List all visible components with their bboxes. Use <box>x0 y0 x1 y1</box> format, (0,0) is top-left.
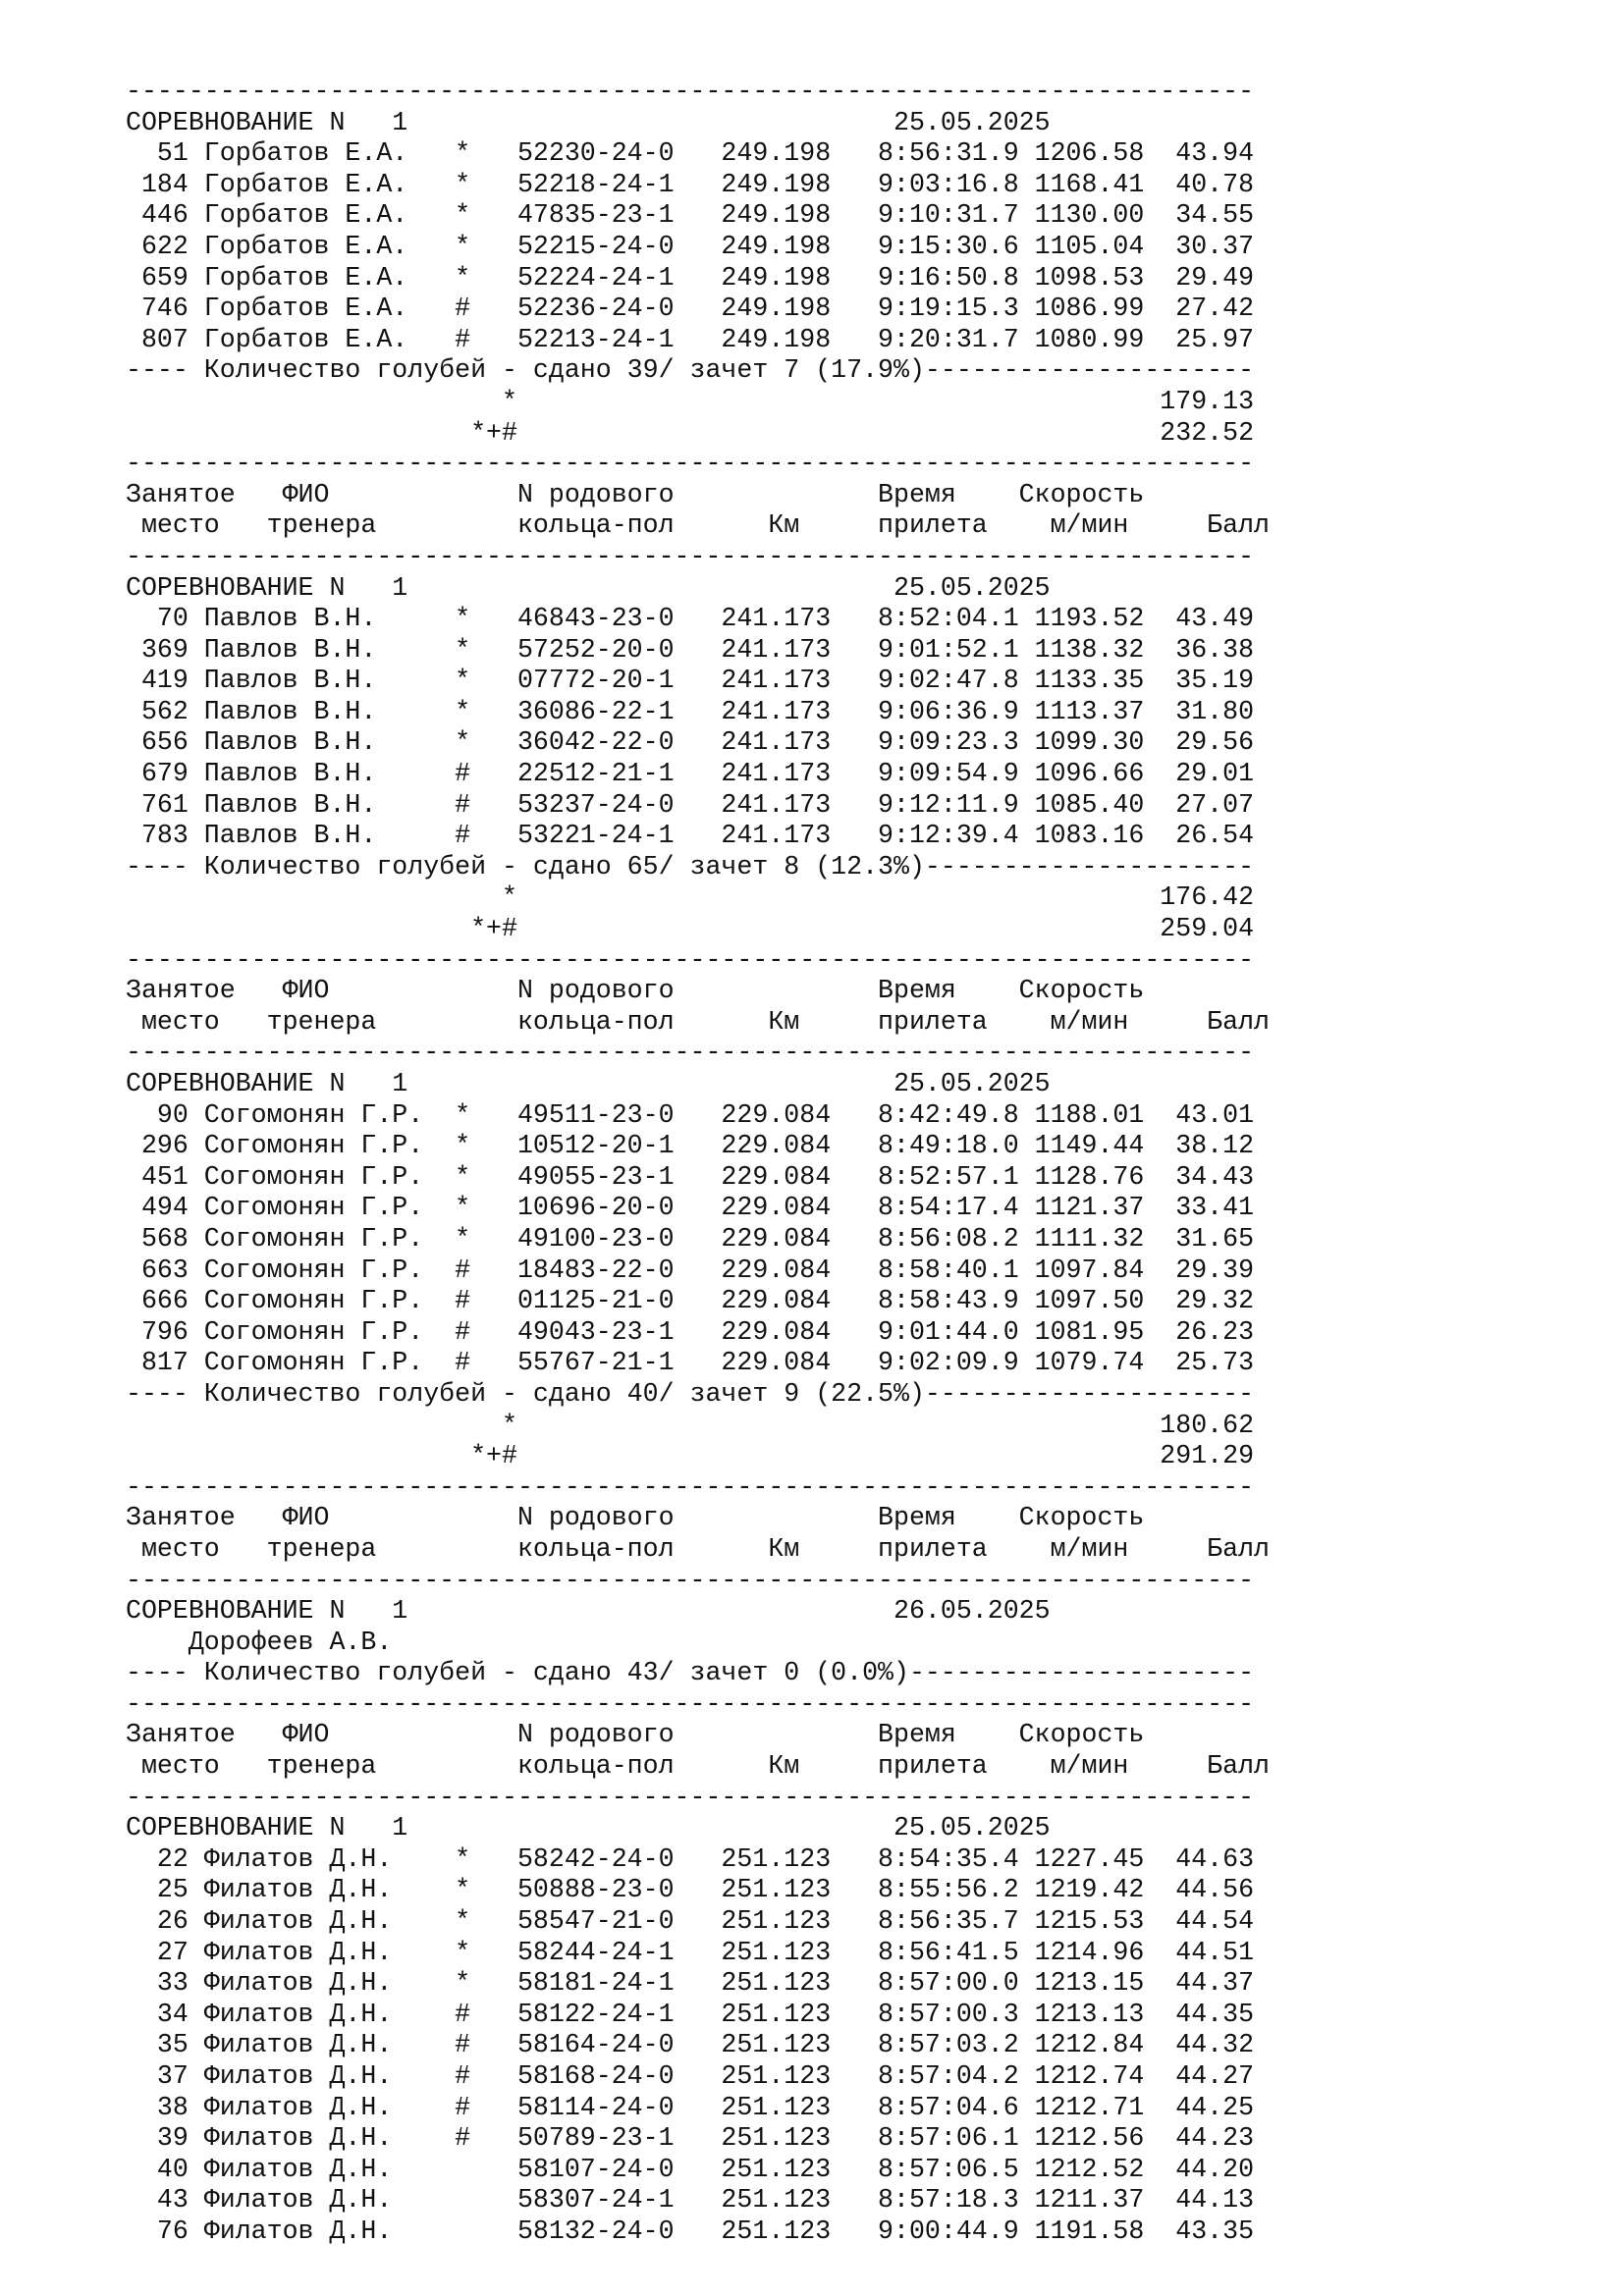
total-line: *+# 291.29 <box>126 1441 1255 1471</box>
result-row: 568 Согомонян Г.Р. * 49100-23-0 229.084 8:56:08.2 1111.32 31.65 <box>126 1223 1255 1254</box>
results-report <box>126 77 1270 2248</box>
result-row: 446 Горбатов Е.А. * 47835-23-1 249.198 9:10:31.7 1130.00 34.55 <box>126 200 1255 231</box>
column-header-line: место тренера кольца-пол Км прилета м/мин Балл <box>126 510 1270 541</box>
result-row: 666 Согомонян Г.Р. # 01125-21-0 229.084 8:58:43.9 1097.50 29.32 <box>126 1286 1255 1316</box>
column-header-line: Занятое ФИО N родового Время Скорость <box>126 479 1145 509</box>
result-row: 51 Горбатов Е.А. * 52230-24-0 249.198 8:56:31.9 1206.58 43.94 <box>126 138 1255 169</box>
result-row: 40 Филатов Д.Н. 58107-24-0 251.123 8:57:06.5 1212.52 44.20 <box>126 2154 1255 2184</box>
result-row: 796 Согомонян Г.Р. # 49043-23-1 229.084 9:01:44.0 1081.95 26.23 <box>126 1316 1255 1347</box>
summary-line: ---- Количество голубей - сдано 39/ зачет 7 (17.9%)--------------------- <box>126 355 1255 386</box>
column-header-line: Занятое ФИО N родового Время Скорость <box>126 1720 1145 1750</box>
competition-line: СОРЕВНОВАНИЕ N 1 26.05.2025 <box>126 1596 1051 1627</box>
result-row: 659 Горбатов Е.А. * 52224-24-1 249.198 9:16:50.8 1098.53 29.49 <box>126 262 1255 293</box>
result-row: 43 Филатов Д.Н. 58307-24-1 251.123 8:57:18.3 1211.37 44.13 <box>126 2185 1255 2216</box>
total-line: * 179.13 <box>126 386 1255 416</box>
result-row: 562 Павлов В.Н. * 36086-22-1 241.173 9:06:36.9 1113.37 31.80 <box>126 696 1255 726</box>
column-header-line: место тренера кольца-пол Км прилета м/мин Балл <box>126 1006 1270 1037</box>
result-row: 184 Горбатов Е.А. * 52218-24-1 249.198 9:03:16.8 1168.41 40.78 <box>126 169 1255 199</box>
result-row: 656 Павлов В.Н. * 36042-22-0 241.173 9:09:23.3 1099.30 29.56 <box>126 727 1255 758</box>
separator-line: ------------------------------------------------------------------------ <box>126 1471 1255 1502</box>
summary-line: ---- Количество голубей - сдано 40/ зачет 9 (22.5%)--------------------- <box>126 1378 1255 1409</box>
result-row: 39 Филатов Д.Н. # 50789-23-1 251.123 8:57:06.1 1212.56 44.23 <box>126 2123 1255 2154</box>
competition-line: СОРЕВНОВАНИЕ N 1 25.05.2025 <box>126 1069 1051 1098</box>
result-row: 25 Филатов Д.Н. * 50888-23-0 251.123 8:55:56.2 1219.42 44.56 <box>126 1875 1255 1905</box>
result-row: 451 Согомонян Г.Р. * 49055-23-1 229.084 8:52:57.1 1128.76 34.43 <box>126 1161 1255 1192</box>
result-row: 34 Филатов Д.Н. # 58122-24-1 251.123 8:57:00.3 1213.13 44.35 <box>126 1999 1255 2029</box>
result-row: 679 Павлов В.Н. # 22512-21-1 241.173 9:09:54.9 1096.66 29.01 <box>126 759 1255 789</box>
result-row: 35 Филатов Д.Н. # 58164-24-0 251.123 8:57:03.2 1212.84 44.32 <box>126 2030 1255 2060</box>
separator-line: ------------------------------------------------------------------------ <box>126 944 1255 975</box>
result-row: 296 Согомонян Г.Р. * 10512-20-1 229.084 8:49:18.0 1149.44 38.12 <box>126 1131 1255 1161</box>
column-header-line: Занятое ФИО N родового Время Скорость <box>126 976 1145 1006</box>
column-header-line: место тренера кольца-пол Км прилета м/мин Балл <box>126 1533 1270 1564</box>
result-row: 37 Филатов Д.Н. # 58168-24-0 251.123 8:57:04.2 1212.74 44.27 <box>126 2061 1255 2091</box>
result-row: 746 Горбатов Е.А. # 52236-24-0 249.198 9:19:15.3 1086.99 27.42 <box>126 294 1255 324</box>
separator-line: ------------------------------------------------------------------------ <box>126 449 1255 479</box>
result-row: 26 Филатов Д.Н. * 58547-21-0 251.123 8:56:35.7 1215.53 44.54 <box>126 1906 1255 1937</box>
result-row: 76 Филатов Д.Н. 58132-24-0 251.123 9:00:44.9 1191.58 43.35 <box>126 2216 1255 2246</box>
result-row: 761 Павлов В.Н. # 53237-24-0 241.173 9:12:11.9 1085.40 27.07 <box>126 789 1255 820</box>
separator-line: ------------------------------------------------------------------------ <box>126 1688 1255 1719</box>
result-row: 27 Филатов Д.Н. * 58244-24-1 251.123 8:56:41.5 1214.96 44.51 <box>126 1937 1255 1967</box>
result-row: 90 Согомонян Г.Р. * 49511-23-0 229.084 8:42:49.8 1188.01 43.01 <box>126 1099 1255 1130</box>
result-row: 369 Павлов В.Н. * 57252-20-0 241.173 9:01:52.1 1138.32 36.38 <box>126 634 1255 665</box>
summary-line: ---- Количество голубей - сдано 43/ зачет 0 (0.0%)---------------------- <box>126 1658 1255 1688</box>
result-row: 663 Согомонян Г.Р. # 18483-22-0 229.084 8:58:40.1 1097.84 29.39 <box>126 1255 1255 1285</box>
competition-line: СОРЕВНОВАНИЕ N 1 25.05.2025 <box>126 107 1051 137</box>
result-row: 622 Горбатов Е.А. * 52215-24-0 249.198 9:15:30.6 1105.04 30.37 <box>126 231 1255 261</box>
result-row: 38 Филатов Д.Н. # 58114-24-0 251.123 8:57:04.6 1212.71 44.25 <box>126 2092 1255 2122</box>
total-line: *+# 259.04 <box>126 914 1255 944</box>
result-row: 419 Павлов В.Н. * 07772-20-1 241.173 9:02:47.8 1133.35 35.19 <box>126 666 1255 696</box>
result-row: 807 Горбатов Е.А. # 52213-24-1 249.198 9:20:31.7 1080.99 25.97 <box>126 324 1255 354</box>
result-row: 817 Согомонян Г.Р. # 55767-21-1 229.084 9:02:09.9 1079.74 25.73 <box>126 1348 1255 1378</box>
column-header-line: место тренера кольца-пол Км прилета м/мин Балл <box>126 1751 1270 1782</box>
result-row: 494 Согомонян Г.Р. * 10696-20-0 229.084 8:54:17.4 1121.37 33.41 <box>126 1193 1255 1223</box>
total-line: * 176.42 <box>126 882 1255 913</box>
separator-line: ------------------------------------------------------------------------ <box>126 541 1255 571</box>
total-line: * 180.62 <box>126 1410 1255 1440</box>
competition-line: СОРЕВНОВАНИЕ N 1 25.05.2025 <box>126 572 1051 603</box>
separator-line: ------------------------------------------------------------------------ <box>126 1782 1255 1812</box>
total-line: *+# 232.52 <box>126 417 1255 448</box>
separator-line: ------------------------------------------------------------------------ <box>126 77 1255 106</box>
separator-line: ------------------------------------------------------------------------ <box>126 1038 1255 1068</box>
result-row: 783 Павлов В.Н. # 53221-24-1 241.173 9:12:39.4 1083.16 26.54 <box>126 821 1255 851</box>
result-row: 70 Павлов В.Н. * 46843-23-0 241.173 8:52:04.1 1193.52 43.49 <box>126 604 1255 634</box>
separator-line: ------------------------------------------------------------------------ <box>126 1565 1255 1595</box>
result-row: 33 Филатов Д.Н. * 58181-24-1 251.123 8:57:00.0 1213.15 44.37 <box>126 1968 1255 1999</box>
summary-line: ---- Количество голубей - сдано 65/ зачет 8 (12.3%)--------------------- <box>126 851 1255 881</box>
result-row: 22 Филатов Д.Н. * 58242-24-0 251.123 8:54:35.4 1227.45 44.63 <box>126 1843 1255 1874</box>
fancier-name-line: Дорофеев А.В. <box>126 1627 393 1657</box>
column-header-line: Занятое ФИО N родового Время Скорость <box>126 1503 1145 1533</box>
competition-line: СОРЕВНОВАНИЕ N 1 25.05.2025 <box>126 1813 1051 1843</box>
